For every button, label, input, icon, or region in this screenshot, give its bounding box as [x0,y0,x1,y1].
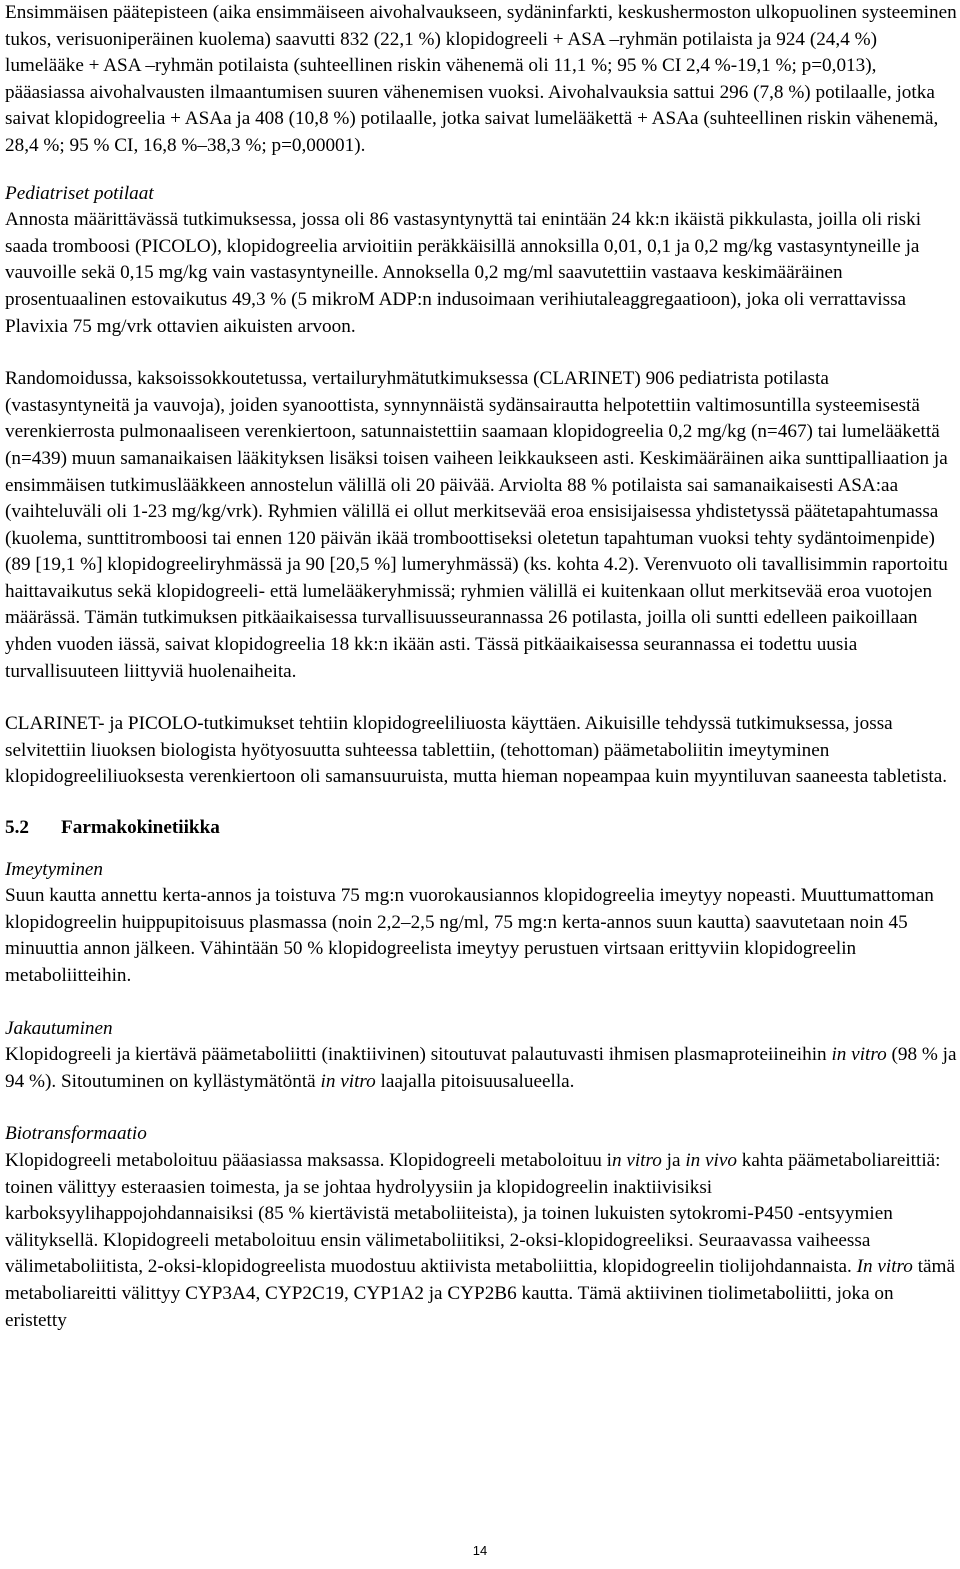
biotransformation-text: Klopidogreeli metaboloituu pääasiassa maksassa. Klopidogreeli metaboloituu i [5,1149,612,1171]
distribution-heading: Jakautuminen [5,1017,113,1039]
efficacy-paragraph: Ensimmäisen päätepisteen (aika ensimmäiseen aivohalvaukseen, sydäninfarkti, keskushermoston ulkopuolinen systeeminen tukos, verisuoniperäinen kuolema) saavutti 832 (22,1 %) klopidogreeli + ASA –ryhmän potilaista ja 924 (24,4 %) lumelääke + ASA –ryhmän potilaista (suhteellinen riskin vähenemä oli 11,1 %; 95 % CI 2,4 %-19,1 %; p=0,013), pääasiassa aivohalvausten ilmaantumisen suuren vähenemisen vuoksi. Aivohalvauksia sattui 296 (7,8 %) potilaalle, jotka saivat klopidogreelia + ASAa ja 408 (10,8 %) potilaalle, jotka saivat lumelääkettä + ASAa (suhteellinen riskin vähenemä, 28,4 %; 95 % CI, 16,8 %–38,3 %; p=0,00001). [5,2,957,156]
distribution-paragraph [5,1042,957,1095]
biotransformation-text: tämä metaboliareitti välittyy CYP3A4, CYP2C19, CYP1A2 ja CYP2B6 kautta. Tämä aktiivinen tiolimetaboliitti, joka on eristetty [5,1256,955,1331]
distribution-text: laajalla pitoisuusalueella. [375,1070,575,1092]
pediatric-heading: Pediatriset potilaat [5,182,154,204]
biotransformation-heading: Biotransformaatio [5,1123,147,1145]
page-number: 14 [472,1543,488,1558]
distribution-text: Klopidogreeli ja kiertävä päämetaboliitti (inaktiivinen) sitoutuvat palautuvasti ihmisen plasmaproteiineihin [5,1044,832,1066]
biotransformation-italic: In vitro [856,1256,913,1278]
section-number: 5.2 [5,817,29,839]
distribution-text: (98 % ja 94 %). Sitoutuminen on kyllästymätöntä [5,1044,957,1092]
biotransformation-text: ja [661,1149,686,1171]
section-title: Farmakokinetiikka [61,817,220,839]
absorption-heading: Imeytyminen [5,858,104,880]
distribution-italic: in vitro [831,1044,887,1066]
biotransformation-italic: n vitro [611,1149,662,1171]
distribution-italic: in vitro [320,1070,376,1092]
liquid-formulation-paragraph: CLARINET- ja PICOLO-tutkimukset tehtiin klopidogreeliliuosta käyttäen. Aikuisille tehdyssä tutkimuksessa, jossa selvitettiin liuoksen biologista hyötyosuutta suhteessa tablettiin, (tehottoman) päämetaboliitin imeytyminen klopidogreeliliuoksesta verenkiertoon oli samansuuruista, mutta hieman nopeampaa kuin myyntiluvan saaneesta tabletista. [5,713,948,788]
section-heading [5,815,957,842]
clarinet-paragraph: Randomoidussa, kaksoissokkoutetussa, vertailuryhmätutkimuksessa (CLARINET) 906 pediatrista potilasta (vastasyntyneitä ja vauvoja), joiden syanoottista, synnynnäistä sydänsairautta helpotettiin valtimosuntilla systeemisestä verenkierrosta pulmonaaliseen verenkiertoon, satunnaistettiin saamaan klopidogreelia 0,2 mg/kg (n=467) tai lumelääkettä (n=439) muun samanaikaisen lääkityksen lisäksi toisen vaiheen leikkaukseen asti. Keskimääräinen aika sunttipalliaation ja ensimmäisen tutkimuslääkkeen annostelun välillä oli 20 päivää. Arviolta 88 % potilaista sai samanaikaisesti ASA:aa (vaihteluväli oli 1-23 mg/kg/vrk). Ryhmien välillä ei ollut merkitsevää eroa ensisijaisessa yhdistetyssä päätetapahtumassa (kuolema, sunttitromboosi tai ennen 120 päivän ikää tromboottiseksi oletetun tapahtuman vuoksi tehty sydäntoimenpide) (89 [19,1 %] klopidogreeliryhmässä ja 90 [20,5 %] lumeryhmässä) (ks. kohta 4.2). Verenvuoto oli tavallisimmin raportoitu haittavaikutus sekä klopidogreeli- että lumelääkeryhmissä; ryhmien välillä ei kuitenkaan ollut merkitsevää eroa vuotojen määrässä. Tämän tutkimuksen pitkäaikaisessa turvallisuusseurannassa 26 potilasta, joilla oli suntti edelleen paikoillaan yhden vuoden iässä, saivat klopidogreelia 18 kk:n ikään asti. Tässä pitkäaikaisessa seurannassa ei todettu uusia turvallisuuteen liittyviä huolenaiheita. [5,368,948,682]
biotransformation-italic: in vivo [685,1149,737,1171]
biotransformation-text: kahta päämetaboliareittiä: toinen välittyy esteraasien toimesta, ja se johtaa hydrolyysiin ja klopidogreelin inaktiivisiksi karboksyylihappojohdannaisiksi (85 % kiertävistä metaboliiteista), ja toinen lukuisten sytokromi-P450 -entsyymien välityksellä. Klopidogreeli metaboloituu ensin välimetaboliitiksi, 2-oksi-klopidogreeliksi. Seuraavassa vaiheessa välimetaboliitista, 2-oksi-klopidogreelista muodostuu aktiivista metaboliittia, klopidogreelin tiolijohdannaista. [5,1149,941,1278]
document-page [5,0,957,1334]
absorption-paragraph: Suun kautta annettu kerta-annos ja toistuva 75 mg:n vuorokausiannos klopidogreelia imeytyy nopeasti. Muuttumattoman klopidogreelin huippupitoisuus plasmassa (noin 2,2–2,5 ng/ml, 75 mg:n kerta-annos suun kautta) saavutetaan noin 45 minuuttia annon jälkeen. Vähintään 50 % klopidogreelista imeytyy perustuen virtsaan erittyviin klopidogreelin metaboliitteihin. [5,885,934,986]
biotransformation-paragraph [5,1148,957,1334]
picolo-paragraph: Annosta määrittävässä tutkimuksessa, jossa oli 86 vastasyntynyttä tai enintään 24 kk:n ikäistä pikkulasta, joilla oli riski saada tromboosi (PICOLO), klopidogreelia arvioitiin peräkkäisillä annoksilla 0,01, 0,1 ja 0,2 mg/kg vastasyntyneille ja vauvoille sekä 0,15 mg/kg vain vastasyntyneille. Annoksella 0,2 mg/ml saavutettiin vastaava keskimääräinen prosentuaalinen estovaikutus 49,3 % (5 mikroM ADP:n indusoimaan verihiutaleaggregaatioon), joka oli verrattavissa Plavixia 75 mg/vrk ottavien aikuisten arvoon. [5,209,922,337]
